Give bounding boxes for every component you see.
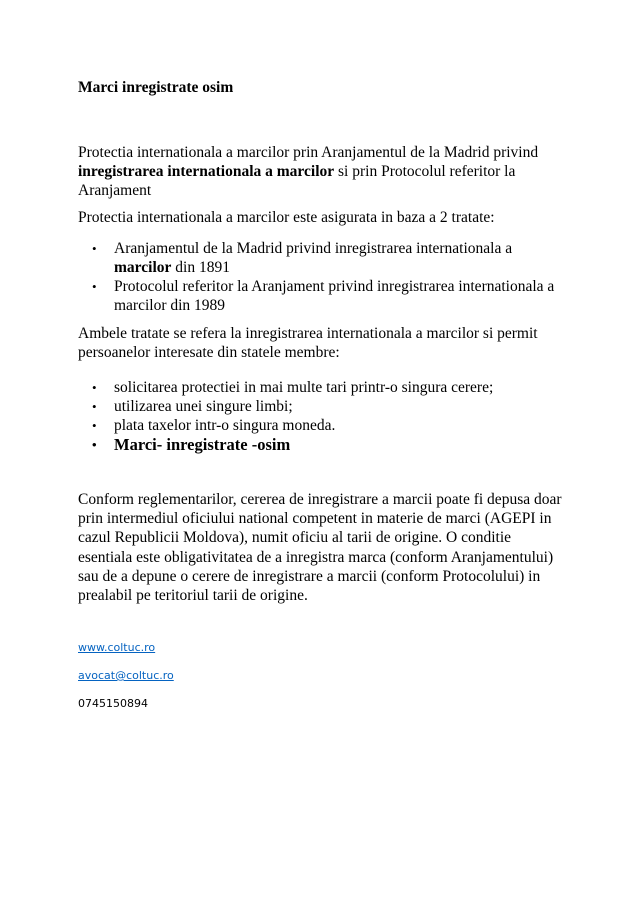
bullet-icon: •: [92, 399, 97, 414]
benefits-list: [78, 378, 568, 455]
list-item: [78, 277, 568, 315]
treaties-list: [78, 239, 568, 315]
bullet-icon: •: [92, 380, 97, 395]
list-item: [78, 378, 568, 397]
intro-text-1: Protectia internationala a marcilor prin Aranjamentul de la Madrid privind: [78, 144, 539, 161]
bullet-icon: •: [92, 418, 97, 433]
bullet-icon: •: [92, 279, 97, 294]
benefit-text: plata taxelor intr-o singura moneda.: [114, 417, 336, 434]
conclusion-paragraph: Conform reglementarilor, cererea de inregistrare a marcii poate fi depusa doar prin intermediul oficiului national competent in materie de marci (AGEPI in cazul Republicii Moldova), numit oficiu al tarii de origine. O conditie esentiala este obligativitatea de a inregistra marca (conform Aranjamentului) sau de a depune o cerere de inregistrare a marcii (conform Protocolului) in prealabil pe teritoriul tarii de origine.: [78, 491, 562, 605]
bullet-icon: •: [92, 241, 97, 256]
intro-bold-text: inregistrarea internationala a marcilor: [78, 163, 335, 180]
list-item: [78, 239, 568, 277]
benefit-text: utilizarea unei singure limbi;: [114, 398, 293, 415]
benefits-intro-paragraph: Ambele tratate se refera la inregistrarea internationala a marcilor si permit persoanelor interesate din statele membre:: [78, 325, 538, 361]
benefit-bold-text: Marci- inregistrate -osim: [114, 435, 291, 454]
email-link[interactable]: avocat@coltuc.ro: [78, 669, 174, 682]
treaty-text-1a: Aranjamentul de la Madrid privind inregistrarea internationala a: [114, 240, 513, 257]
intro-text-2: si prin Protocolul referitor la Aranjament: [78, 163, 516, 199]
list-item: [78, 435, 568, 455]
treaties-intro-paragraph: Protectia internationala a marcilor este asigurata in baza a 2 tratate:: [78, 209, 495, 226]
list-item: [78, 416, 568, 435]
treaty-text-2: Protocolul referitor la Aranjament privind inregistrarea internationala a marcilor din 1989: [114, 278, 555, 314]
list-item: [78, 397, 568, 416]
treaty-text-1b: din 1891: [171, 259, 230, 276]
phone-number: 0745150894: [78, 697, 148, 710]
treaty-bold-text: marcilor: [114, 259, 172, 276]
intro-paragraph: [78, 143, 568, 200]
document-title: Marci inregistrate osim: [78, 79, 234, 96]
website-link[interactable]: www.coltuc.ro: [78, 641, 156, 654]
benefit-text: solicitarea protectiei in mai multe tari printr-o singura cerere;: [114, 379, 494, 396]
bullet-icon: •: [92, 437, 97, 452]
